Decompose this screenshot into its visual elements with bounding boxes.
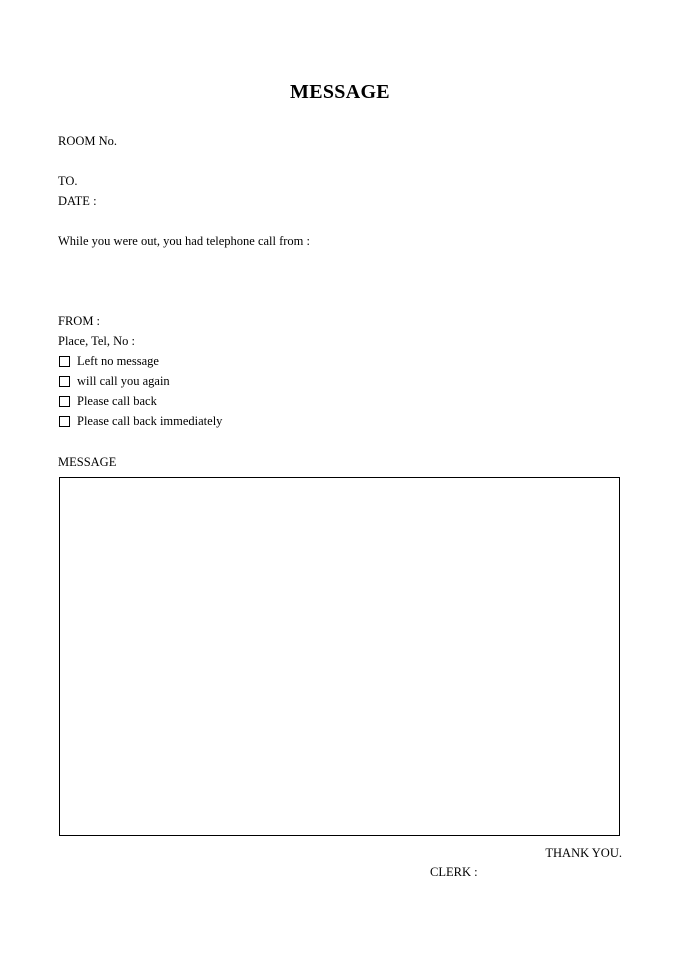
option-label: Please call back immediately <box>77 414 223 428</box>
while-out-text: While you were out, you had telephone call from : <box>58 234 311 248</box>
room-number-label: ROOM No. <box>58 134 118 148</box>
form-title: MESSAGE <box>290 81 390 103</box>
option-label: Left no message <box>77 354 159 368</box>
option-left-no-message[interactable] <box>59 355 159 368</box>
from-label: FROM : <box>58 314 101 328</box>
clerk-label: CLERK : <box>430 865 478 879</box>
option-label: will call you again <box>77 374 170 388</box>
to-label: TO. <box>58 174 78 188</box>
option-please-call-back[interactable] <box>59 395 157 408</box>
message-box[interactable] <box>59 477 620 836</box>
date-label: DATE : <box>58 194 97 208</box>
option-label: Please call back <box>77 394 157 408</box>
place-tel-label: Place, Tel, No : <box>58 334 136 348</box>
checkbox-icon[interactable] <box>59 376 70 387</box>
option-will-call-again[interactable] <box>59 375 170 388</box>
option-please-call-back-immediately[interactable] <box>59 415 222 428</box>
checkbox-icon[interactable] <box>59 416 70 427</box>
message-label: MESSAGE <box>58 455 117 469</box>
checkbox-icon[interactable] <box>59 356 70 367</box>
thank-you-text: THANK YOU. <box>545 846 622 860</box>
checkbox-icon[interactable] <box>59 396 70 407</box>
